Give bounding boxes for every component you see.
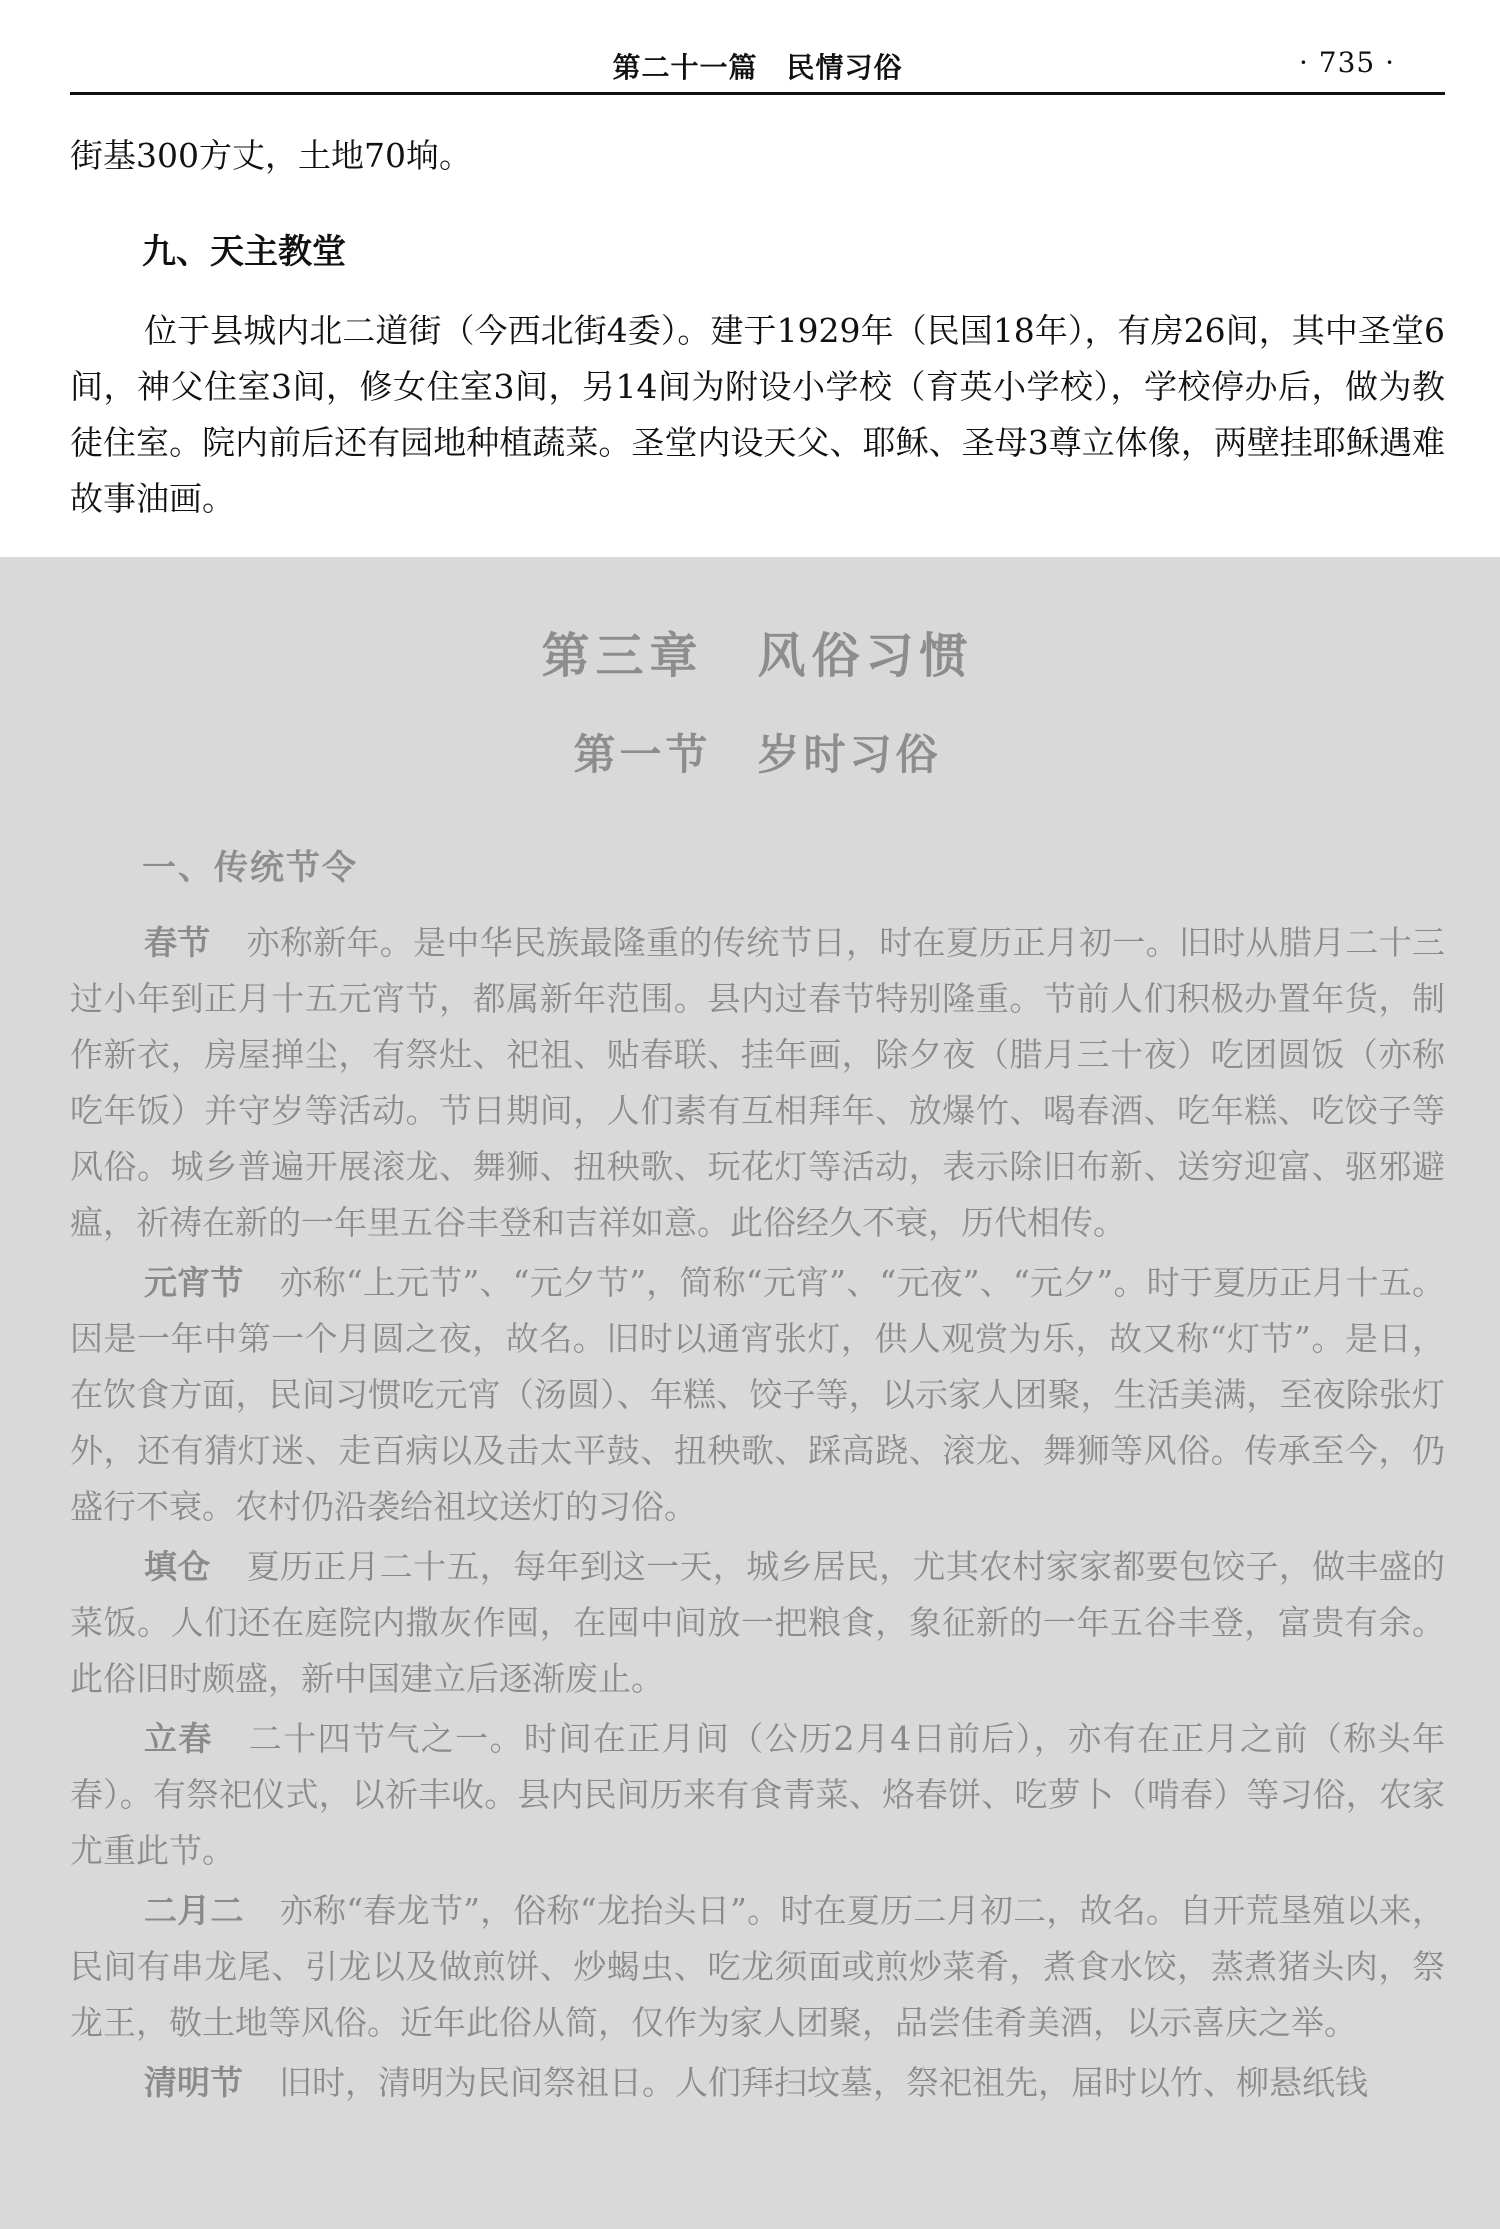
entry-lichun	[70, 1711, 1445, 1879]
entry-term: 春节	[144, 923, 211, 962]
entry-eryueer	[70, 1883, 1445, 2051]
entry-text: 亦称“春龙节”，俗称“龙抬头日”。时在夏历二月初二，故名。自开荒垦殖以来，民间有串龙尾、引龙以及做煎饼、炒蝎虫、吃龙须面或煎炒菜肴，煮食水饺，蒸煮猪头肉，祭龙王，敬土地等风俗。近年此俗从简，仅作为家人团聚，品尝佳肴美酒，以示喜庆之举。	[70, 1891, 1446, 2042]
entry-term: 立春	[144, 1719, 213, 1758]
church-paragraph: 位于县城内北二道街（今西北街4委）。建于1929年（民国18年），有房26间，其中圣堂6间，神父住室3间，修女住室3间，另14间为附设小学校（育英小学校），学校停办后，做为教徒住室。院内前后还有园地种植蔬菜。圣堂内设天父、耶稣、圣母3尊立体像，两壁挂耶稣遇难故事油画。	[70, 311, 1445, 518]
entry-text: 亦称新年。是中华民族最隆重的传统节日，时在夏历正月初一。旧时从腊月二十三过小年到正月十五元宵节，都属新年范围。县内过春节特别隆重。节前人们积极办置年货，制作新衣，房屋掸尘，有祭灶、祀祖、贴春联、挂年画，除夕夜（腊月三十夜）吃团圆饭（亦称吃年饭）并守岁等活动。节日期间，人们素有互相拜年、放爆竹、喝春酒、吃年糕、吃饺子等风俗。城乡普遍开展滚龙、舞狮、扭秧歌、玩花灯等活动，表示除旧布新、送穷迎富、驱邪避瘟，祈祷在新的一年里五谷丰登和吉祥如意。此俗经久不衰，历代相传。	[70, 923, 1446, 1242]
highlighted-region	[0, 557, 1500, 2229]
entry-term: 清明节	[144, 2063, 243, 2102]
entry-tiancang	[70, 1539, 1445, 1707]
section-title: 第一节 岁时习俗	[573, 730, 942, 779]
continued-fragment: 街基300方丈，土地70垧。	[70, 136, 472, 175]
entry-text: 旧时，清明为民间祭祖日。人们拜扫坟墓，祭祀祖先，届时以竹、柳悬纸钱	[279, 2063, 1368, 2102]
entry-text: 二十四节气之一。时间在正月间（公历2月4日前后），亦有在正月之前（称头年春）。有祭祀仪式，以祈丰收。县内民间历来有食青菜、烙春饼、吃萝卜（啃春）等习俗，农家尤重此节。	[70, 1719, 1446, 1870]
subheading-traditional-festivals: 一、传统节令	[142, 848, 358, 888]
section-heading-catholic-church: 九、天主教堂	[142, 232, 346, 272]
entry-lantern-festival	[70, 1255, 1445, 1535]
entry-term: 元宵节	[144, 1263, 244, 1302]
page-number: · 735 ·	[1298, 46, 1395, 79]
entry-term: 填仓	[144, 1547, 211, 1586]
entry-text: 夏历正月二十五，每年到这一天，城乡居民，尤其农村家家都要包饺子，做丰盛的菜饭。人们还在庭院内撒灰作囤，在囤中间放一把粮食，象征新的一年五谷丰登，富贵有余。此俗旧时颇盛，新中国建立后逐渐废止。	[70, 1547, 1446, 1698]
header-rule	[70, 92, 1445, 95]
running-header	[70, 40, 1445, 90]
entry-text: 亦称“上元节”、“元夕节”，简称“元宵”、“元夜”、“元夕”。时于夏历正月十五。因是一年中第一个月圆之夜，故名。旧时以通宵张灯，供人观赏为乐，故又称“灯节”。是日，在饮食方面，民间习惯吃元宵（汤圆）、年糕、饺子等，以示家人团聚，生活美满，至夜除张灯外，还有猜灯迷、走百病以及击太平鼓、扭秧歌、踩高跷、滚龙、舞狮等风俗。传承至今，仍盛行不衰。农村仍沿袭给祖坟送灯的习俗。	[70, 1263, 1445, 1526]
chapter-title: 第三章 风俗习惯	[541, 628, 974, 684]
top-text-block	[70, 128, 1445, 527]
entry-spring-festival	[70, 915, 1445, 1251]
entry-qingming	[70, 2055, 1445, 2111]
entry-term: 二月二	[144, 1891, 244, 1930]
running-header-chapter: 第二十一篇 民情习俗	[612, 51, 903, 84]
